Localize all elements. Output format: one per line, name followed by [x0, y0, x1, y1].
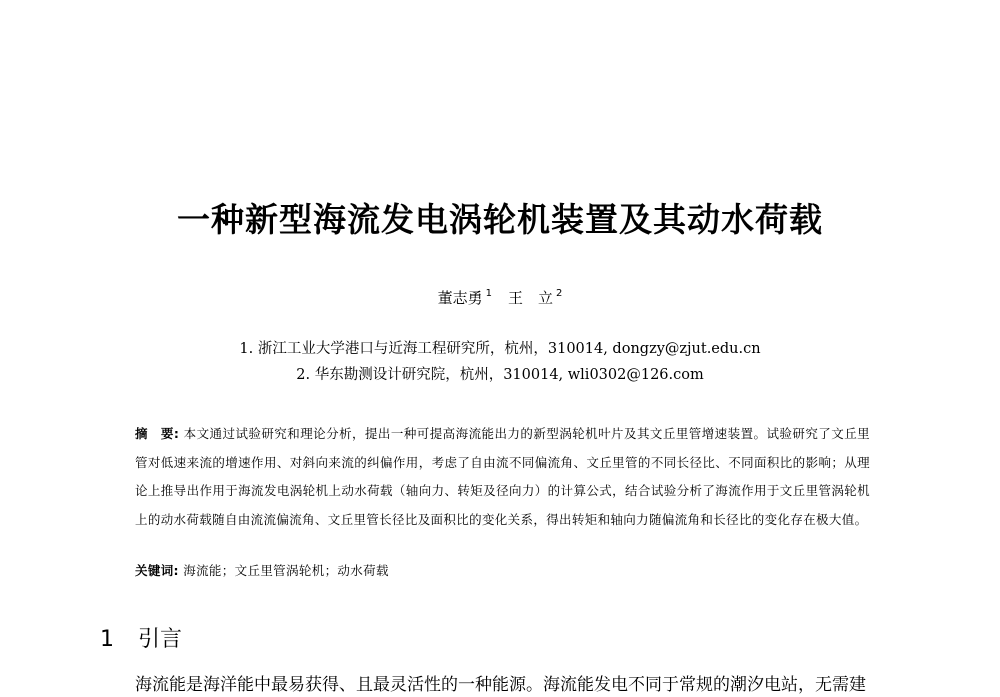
- abstract: [135, 420, 870, 534]
- keywords: [135, 558, 870, 584]
- affiliation-1: 1. 浙江工业大学港口与近海工程研究所，杭州，310014, dongzy@zjut.edu.cn: [239, 341, 761, 357]
- author-2: [508, 286, 562, 313]
- paper-title: 一种新型海流发电涡轮机装置及其动水荷载: [177, 200, 823, 239]
- abstract-label: 摘 要:: [135, 426, 180, 441]
- section-number: 1: [100, 627, 114, 652]
- keywords-text: 海流能；文丘里管涡轮机；动水荷载: [178, 563, 389, 578]
- affiliation-2: 2. 华东勘测设计研究院，杭州，310014, wli0302@126.com: [296, 367, 704, 383]
- author-1: [438, 286, 492, 313]
- abstract-text: 本文通过试验研究和理论分析，提出一种可提高海流能出力的新型涡轮机叶片及其文丘里管增速装置。试验研究了文丘里管对低速来流的增速作用、对斜向来流的纠偏作用，考虑了自由流不同偏流角、文丘里管的不同长径比、不同面积比的影响；从理论上推导出作用于海流发电涡轮机上动水荷载（轴向力、转矩及径向力）的计算公式，结合试验分析了海流作用于文丘里管涡轮机上的动水荷载随自由流流偏流角、文丘里管长径比及面积比的变化关系，得出转矩和轴向力随偏流角和长径比的变化存在极大值。: [135, 426, 870, 527]
- affiliation-mark: 1: [485, 288, 492, 299]
- keywords-label: 关键词:: [135, 563, 179, 578]
- section-title: 引言: [138, 627, 183, 652]
- author-line: [0, 286, 1000, 313]
- author-name: 董志勇: [437, 289, 483, 307]
- affiliation-mark: 2: [556, 288, 563, 299]
- section-heading: [100, 624, 182, 656]
- author-name: 王 立: [508, 289, 554, 307]
- body-paragraph-first-line: 海流能是海洋能中最易获得、且最灵活性的一种能源。海流能发电不同于常规的潮汐电站，无需建: [135, 675, 866, 695]
